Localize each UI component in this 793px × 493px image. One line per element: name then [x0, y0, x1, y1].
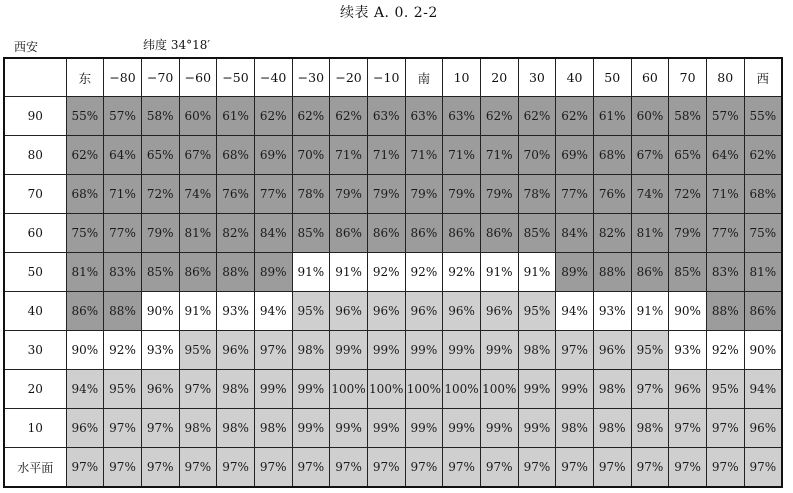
row-label: 80	[4, 136, 66, 175]
table-cell: 88%	[593, 253, 631, 292]
table-cell: 81%	[66, 253, 104, 292]
table-cell: 79%	[330, 175, 368, 214]
table-cell: 67%	[179, 136, 217, 175]
table-cell: 57%	[706, 97, 744, 136]
column-header: 40	[556, 58, 594, 97]
table-cell: 61%	[217, 97, 255, 136]
table-cell: 84%	[254, 214, 292, 253]
table-cell: 99%	[254, 370, 292, 409]
table-cell: 97%	[556, 331, 594, 370]
table-cell: 97%	[254, 331, 292, 370]
table-cell: 83%	[706, 253, 744, 292]
table-row	[4, 214, 782, 253]
table-cell: 99%	[480, 331, 518, 370]
table-cell: 86%	[179, 253, 217, 292]
table-cell: 86%	[631, 253, 669, 292]
table-cell: 65%	[141, 136, 179, 175]
table-row	[4, 331, 782, 370]
table-cell: 98%	[217, 409, 255, 448]
table-cell: 99%	[292, 370, 330, 409]
table-cell: 77%	[706, 214, 744, 253]
table-cell: 86%	[367, 214, 405, 253]
table-cell: 100%	[480, 370, 518, 409]
row-label: 50	[4, 253, 66, 292]
table-row	[4, 136, 782, 175]
table-cell: 93%	[217, 292, 255, 331]
table-title: 续表 A. 0. 2-2	[340, 5, 438, 21]
table-cell: 62%	[292, 97, 330, 136]
row-label: 10	[4, 409, 66, 448]
table-cell: 63%	[367, 97, 405, 136]
table-cell: 96%	[217, 331, 255, 370]
table-row	[4, 370, 782, 409]
table-row	[4, 253, 782, 292]
table-cell: 94%	[744, 370, 782, 409]
table-cell: 71%	[330, 136, 368, 175]
table-cell: 85%	[669, 253, 707, 292]
table-cell: 95%	[631, 331, 669, 370]
table-cell: 96%	[141, 370, 179, 409]
table-cell: 97%	[405, 448, 443, 488]
table-row	[4, 292, 782, 331]
table-cell: 64%	[104, 136, 142, 175]
table-cell: 97%	[104, 409, 142, 448]
column-header: 60	[631, 58, 669, 97]
table-cell: 99%	[330, 331, 368, 370]
table-cell: 96%	[66, 409, 104, 448]
table-cell: 98%	[179, 409, 217, 448]
row-label: 60	[4, 214, 66, 253]
table-cell: 68%	[66, 175, 104, 214]
table-cell: 77%	[254, 175, 292, 214]
table-cell: 98%	[217, 370, 255, 409]
table-cell: 99%	[443, 409, 481, 448]
table-cell: 95%	[179, 331, 217, 370]
table-cell: 86%	[66, 292, 104, 331]
table-cell: 68%	[217, 136, 255, 175]
table-cell: 96%	[669, 370, 707, 409]
latitude-info	[143, 36, 210, 53]
table-cell: 79%	[367, 175, 405, 214]
table-cell: 91%	[480, 253, 518, 292]
table-cell: 64%	[706, 136, 744, 175]
latitude-value: 34°18′	[170, 38, 211, 52]
table-cell: 74%	[631, 175, 669, 214]
latitude-label: 纬度	[143, 38, 168, 52]
table-cell: 85%	[141, 253, 179, 292]
table-cell: 99%	[367, 331, 405, 370]
table-cell: 61%	[593, 97, 631, 136]
table-cell: 99%	[405, 331, 443, 370]
table-cell: 71%	[480, 136, 518, 175]
table-cell: 86%	[443, 214, 481, 253]
table-cell: 98%	[292, 331, 330, 370]
table-cell: 96%	[405, 292, 443, 331]
column-header: 80	[706, 58, 744, 97]
table-cell: 71%	[706, 175, 744, 214]
table-cell: 72%	[141, 175, 179, 214]
table-cell: 62%	[330, 97, 368, 136]
column-header: −50	[217, 58, 255, 97]
table-cell: 77%	[104, 214, 142, 253]
table-cell: 81%	[631, 214, 669, 253]
table-cell: 88%	[217, 253, 255, 292]
table-cell: 79%	[443, 175, 481, 214]
table-cell: 98%	[631, 409, 669, 448]
table-cell: 100%	[405, 370, 443, 409]
table-cell: 90%	[66, 331, 104, 370]
row-label: 30	[4, 331, 66, 370]
table-cell: 98%	[556, 409, 594, 448]
table-cell: 62%	[518, 97, 556, 136]
table-cell: 58%	[141, 97, 179, 136]
table-cell: 70%	[518, 136, 556, 175]
table-cell: 91%	[292, 253, 330, 292]
table-cell: 98%	[518, 331, 556, 370]
table-cell: 96%	[593, 331, 631, 370]
row-label: 40	[4, 292, 66, 331]
table-body	[4, 97, 782, 488]
table-cell: 77%	[556, 175, 594, 214]
table-cell: 97%	[744, 448, 782, 488]
table-cell: 79%	[669, 214, 707, 253]
table-cell: 100%	[330, 370, 368, 409]
table-cell: 90%	[744, 331, 782, 370]
table-cell: 86%	[480, 214, 518, 253]
table-cell: 84%	[556, 214, 594, 253]
column-header: 东	[66, 58, 104, 97]
column-header: −70	[141, 58, 179, 97]
table-cell: 91%	[179, 292, 217, 331]
table-cell: 96%	[480, 292, 518, 331]
table-cell: 74%	[179, 175, 217, 214]
column-header: 南	[405, 58, 443, 97]
table-cell: 97%	[480, 448, 518, 488]
table-cell: 78%	[518, 175, 556, 214]
table-cell: 97%	[217, 448, 255, 488]
table-cell: 79%	[405, 175, 443, 214]
table-cell: 97%	[179, 448, 217, 488]
table-cell: 99%	[367, 409, 405, 448]
table-cell: 79%	[141, 214, 179, 253]
column-header: 西	[744, 58, 782, 97]
table-cell: 69%	[254, 136, 292, 175]
table-cell: 89%	[556, 253, 594, 292]
table-cell: 91%	[330, 253, 368, 292]
table-cell: 94%	[66, 370, 104, 409]
table-cell: 97%	[706, 448, 744, 488]
table-cell: 81%	[744, 253, 782, 292]
row-label: 20	[4, 370, 66, 409]
table-cell: 62%	[556, 97, 594, 136]
column-header: −30	[292, 58, 330, 97]
table-cell: 62%	[66, 136, 104, 175]
table-cell: 68%	[744, 175, 782, 214]
table-cell: 97%	[669, 448, 707, 488]
table-cell: 97%	[556, 448, 594, 488]
table-cell: 97%	[593, 448, 631, 488]
table-cell: 94%	[254, 292, 292, 331]
table-cell: 97%	[66, 448, 104, 488]
table-cell: 75%	[744, 214, 782, 253]
table-cell: 92%	[706, 331, 744, 370]
table-row	[4, 175, 782, 214]
table-cell: 95%	[706, 370, 744, 409]
table-cell: 100%	[443, 370, 481, 409]
table-cell: 88%	[104, 292, 142, 331]
table-cell: 76%	[217, 175, 255, 214]
table-cell: 85%	[518, 214, 556, 253]
table-cell: 99%	[330, 409, 368, 448]
table-cell: 62%	[254, 97, 292, 136]
table-cell: 71%	[443, 136, 481, 175]
table-cell: 76%	[593, 175, 631, 214]
table-cell: 86%	[405, 214, 443, 253]
table-cell: 79%	[480, 175, 518, 214]
table-cell: 93%	[593, 292, 631, 331]
table-cell: 62%	[744, 136, 782, 175]
table-cell: 92%	[405, 253, 443, 292]
table-cell: 95%	[104, 370, 142, 409]
table-cell: 71%	[104, 175, 142, 214]
table-cell: 95%	[518, 292, 556, 331]
table-cell: 99%	[443, 331, 481, 370]
column-header: 10	[443, 58, 481, 97]
table-cell: 81%	[179, 214, 217, 253]
table-cell: 86%	[744, 292, 782, 331]
row-label: 90	[4, 97, 66, 136]
table-cell: 97%	[104, 448, 142, 488]
column-header: −80	[104, 58, 142, 97]
table-cell: 58%	[669, 97, 707, 136]
table-cell: 82%	[593, 214, 631, 253]
table-cell: 92%	[104, 331, 142, 370]
table-cell: 97%	[669, 409, 707, 448]
table-cell: 96%	[744, 409, 782, 448]
table-cell: 100%	[367, 370, 405, 409]
table-cell: 94%	[556, 292, 594, 331]
table-cell: 97%	[631, 448, 669, 488]
table-cell: 99%	[518, 409, 556, 448]
table-cell: 99%	[480, 409, 518, 448]
table-row	[4, 97, 782, 136]
corner-cell	[4, 58, 66, 97]
table-cell: 97%	[518, 448, 556, 488]
table-cell: 97%	[330, 448, 368, 488]
header-row	[4, 58, 782, 97]
table-cell: 89%	[254, 253, 292, 292]
table-cell: 85%	[292, 214, 330, 253]
table-cell: 86%	[330, 214, 368, 253]
table-cell: 67%	[631, 136, 669, 175]
table-cell: 97%	[141, 448, 179, 488]
table-cell: 75%	[66, 214, 104, 253]
table-cell: 99%	[518, 370, 556, 409]
table-cell: 97%	[443, 448, 481, 488]
table-cell: 57%	[104, 97, 142, 136]
table-cell: 91%	[518, 253, 556, 292]
table-cell: 60%	[631, 97, 669, 136]
table-cell: 88%	[706, 292, 744, 331]
table-cell: 69%	[556, 136, 594, 175]
table-cell: 90%	[669, 292, 707, 331]
table-cell: 68%	[593, 136, 631, 175]
table-cell: 97%	[141, 409, 179, 448]
table-cell: 99%	[292, 409, 330, 448]
table-cell: 60%	[179, 97, 217, 136]
column-header: −10	[367, 58, 405, 97]
table-cell: 72%	[669, 175, 707, 214]
column-header: 50	[593, 58, 631, 97]
table-cell: 99%	[405, 409, 443, 448]
table-cell: 97%	[292, 448, 330, 488]
table-cell: 93%	[669, 331, 707, 370]
table-cell: 71%	[367, 136, 405, 175]
row-label: 70	[4, 175, 66, 214]
table-cell: 97%	[179, 370, 217, 409]
column-header: 70	[669, 58, 707, 97]
table-cell: 82%	[217, 214, 255, 253]
column-header: −60	[179, 58, 217, 97]
table-cell: 98%	[254, 409, 292, 448]
table-cell: 96%	[367, 292, 405, 331]
table-cell: 63%	[405, 97, 443, 136]
row-label: 水平面	[4, 448, 66, 488]
column-header: 30	[518, 58, 556, 97]
column-header: −40	[254, 58, 292, 97]
table-cell: 55%	[66, 97, 104, 136]
city-label: 西安	[14, 40, 39, 54]
table-cell: 97%	[254, 448, 292, 488]
table-cell: 99%	[556, 370, 594, 409]
table-cell: 92%	[443, 253, 481, 292]
table-cell: 95%	[292, 292, 330, 331]
table-cell: 98%	[593, 370, 631, 409]
table-cell: 70%	[292, 136, 330, 175]
table-cell: 71%	[405, 136, 443, 175]
table-cell: 55%	[744, 97, 782, 136]
table-cell: 96%	[443, 292, 481, 331]
column-header: −20	[330, 58, 368, 97]
table-cell: 65%	[669, 136, 707, 175]
table-cell: 97%	[631, 370, 669, 409]
table-cell: 98%	[593, 409, 631, 448]
table-cell: 62%	[480, 97, 518, 136]
table-cell: 91%	[631, 292, 669, 331]
table-cell: 78%	[292, 175, 330, 214]
table-cell: 97%	[706, 409, 744, 448]
table-row	[4, 448, 782, 488]
table-row	[4, 409, 782, 448]
table-cell: 97%	[367, 448, 405, 488]
column-header: 20	[480, 58, 518, 97]
table-cell: 92%	[367, 253, 405, 292]
table-cell: 63%	[443, 97, 481, 136]
shading-coefficient-table	[3, 57, 783, 488]
table-cell: 83%	[104, 253, 142, 292]
table-cell: 90%	[141, 292, 179, 331]
table-cell: 96%	[330, 292, 368, 331]
table-cell: 93%	[141, 331, 179, 370]
